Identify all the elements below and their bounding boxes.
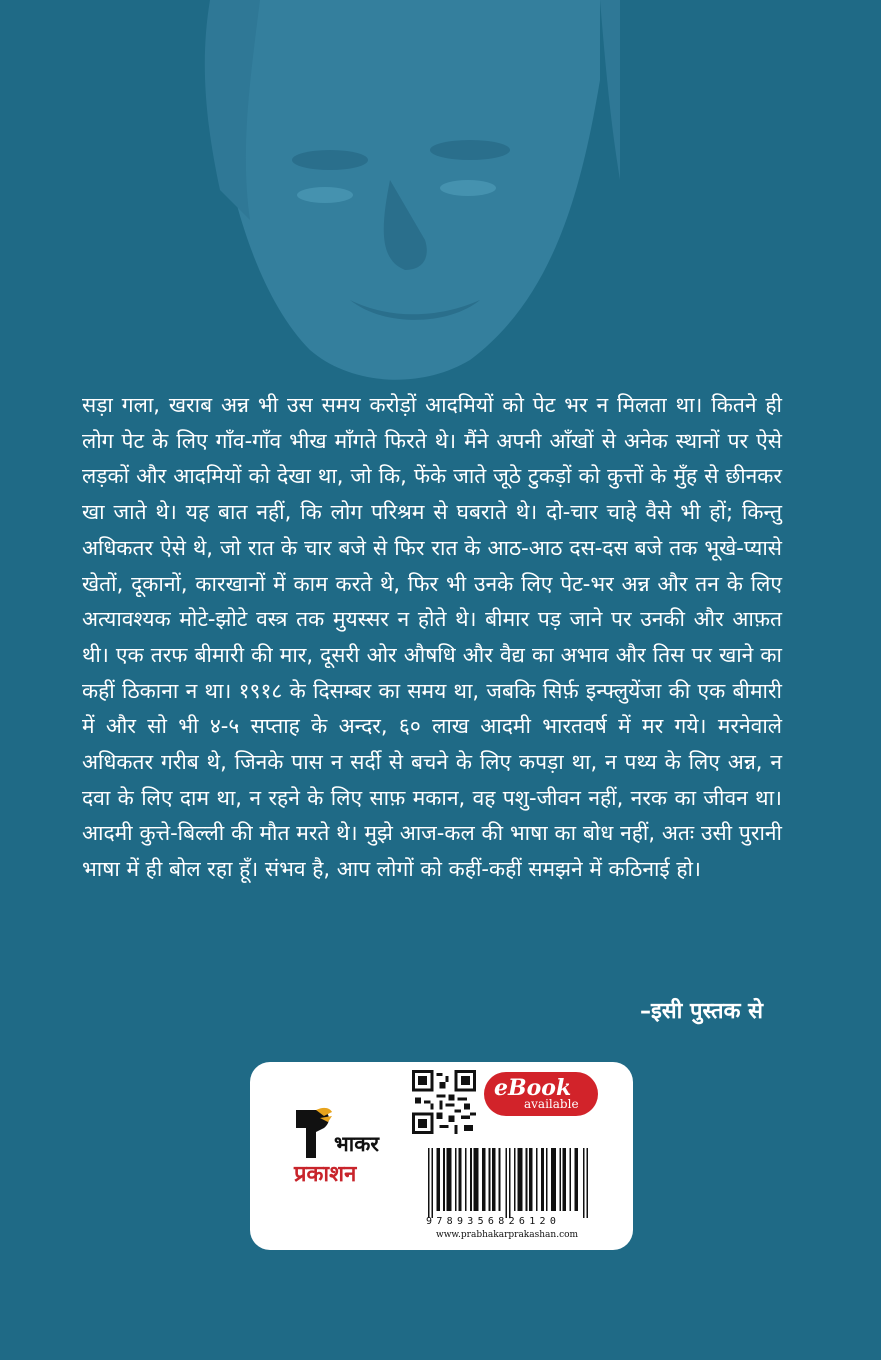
ebook-subtitle: available: [524, 1097, 579, 1111]
publisher-logo: [294, 1106, 406, 1202]
logo-word-top: भाकर: [334, 1132, 379, 1156]
qr-code: [412, 1070, 476, 1134]
logo-mark-icon: [294, 1106, 334, 1160]
publisher-website: www.prabhakarprakashan.com: [436, 1230, 579, 1240]
blurb-text: सड़ा गला, खराब अन्न भी उस समय करोड़ों आदमियों को पेट भर न मिलता था। कितने ही लोग पेट के लिए गाँव-गाँव भीख माँगते फिरते थे। मैंने अपनी आँखों से अनेक स्थानों पर ऐसे लड़कों और आदमियों को देखा था, जो कि, फेंके जाते जूठे टुकड़ों को कुत्तों के मुँह से छीनकर खा जाते थे। यह बात नहीं, कि लोग परिश्रम से घबराते थे। दो-चार चाहे वैसे भी हों; किन्तु अधिकतर ऐसे थे, जो रात के चार बजे से फिर रात के आठ-आठ दस-दस बजे तक भूखे-प्यासे खेतों, दूकानों, कारखानों में काम करते थे, फिर भी उनके लिए पेट-भर अन्न और तन के लिए अत्यावश्यक मोटे-झोटे वस्त्र तक मुयस्सर न होते थे। बीमार पड़ जाने पर उनकी और आफ़त थी। एक तरफ बीमारी की मार, दूसरी ओर औषधि और वैद्य का अभाव और तिस पर खाने का कहीं ठिकाना न था। १९१८ के दिसम्बर का समय था, जबकि सिर्फ़ इन्फ्लुयेंजा की एक बीमारी में और सो भी ४-५ सप्ताह के अन्दर, ६० लाख आदमी भारतवर्ष में मर गये। मरनेवाले अधिकतर गरीब थे, जिनके पास न सर्दी से बचने के लिए कपड़ा था, न पथ्य के लिए अन्न, न दवा के लिए दाम था, न रहने के लिए साफ़ मकान, वह पशु-जीवन नहीं, नरक का जीवन था। आदमी कुत्ते-बिल्ली की मौत मरते थे। मुझे आज-कल की भाषा का बोध नहीं, अतः उसी पुरानी भाषा में ही बोल रहा हूँ। संभव है, आप लोगों को कहीं-कहीं समझने में कठिनाई हो।: [82, 393, 782, 882]
barcode: [428, 1148, 588, 1218]
publisher-label: [250, 1062, 633, 1250]
ebook-badge: [484, 1072, 598, 1116]
logo-word-bottom: प्रकाशन: [294, 1162, 357, 1187]
isbn-number: 9789356826120: [426, 1216, 561, 1227]
source-attribution: –इसी पुस्तक से: [639, 999, 763, 1024]
ebook-title: eBook: [494, 1075, 572, 1101]
author-portrait: [200, 0, 620, 380]
